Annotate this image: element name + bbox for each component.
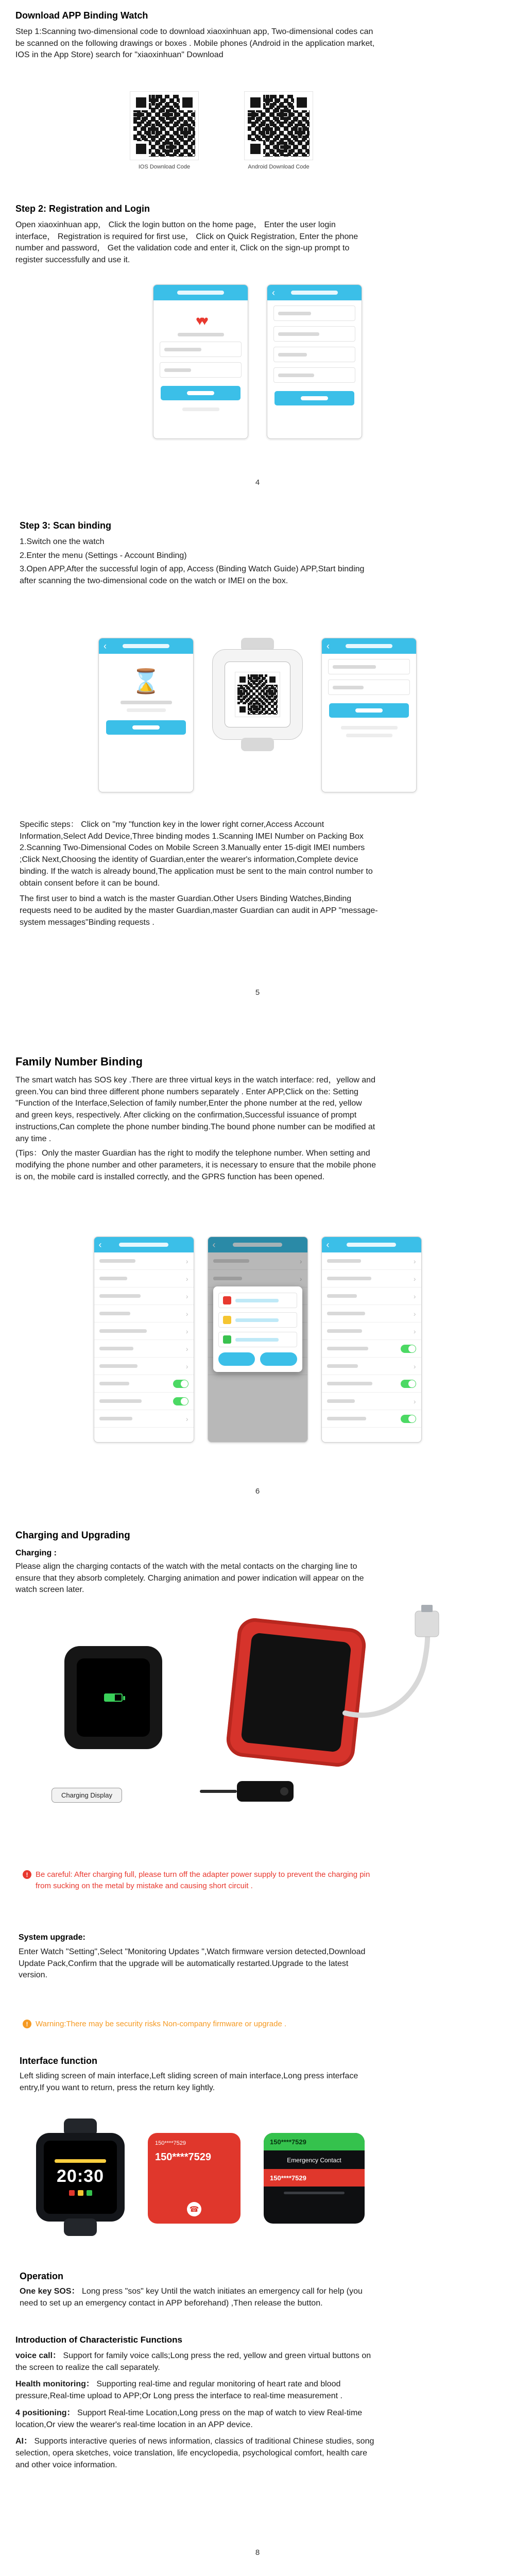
section-scan-binding (20, 520, 500, 587)
upgrade-label: System upgrade: (19, 1933, 85, 1942)
settings-row: › (208, 1252, 307, 1270)
family-number-modal (213, 1286, 302, 1372)
toggle-switch (401, 1345, 416, 1353)
charging-warning-text: Be careful: After charging full, please turn off the adapter power supply to prevent the charging pin from sucking on the metal by mistake and causing short circuit . (36, 1870, 370, 1890)
charging-warning (23, 1869, 373, 1892)
chevron-right-icon: › (185, 1344, 188, 1353)
app-header-bar (322, 638, 416, 654)
step3-title: Step 3: Scan binding (20, 520, 112, 531)
screenshot-app-register (267, 284, 362, 439)
interface-text: Left sliding screen of main interface,Left sliding screen of main interface,Long press interface entry,If you want to return, press the return key lightly. (20, 2072, 358, 2092)
watch-case (36, 2133, 125, 2222)
section-family-number (15, 1055, 500, 1183)
toggle-switch (173, 1380, 188, 1388)
section-system-upgrade (19, 1933, 500, 1981)
settings-row (94, 1410, 194, 1428)
placeholder-line (341, 726, 398, 730)
section-charging-upgrading (15, 1530, 500, 1596)
usb-plug-icon (421, 1605, 433, 1612)
settings-row (94, 1305, 194, 1323)
page-number: 5 (255, 988, 260, 997)
functions-title: Introduction of Characteristic Functions (15, 2335, 182, 2345)
first-user-text: The first user to bind a watch is the master Guardian.Other Users Binding Watches,Binding requests need to be audited by the master Guardian,master Guardian can audit in APP "message-system messages"Binding requests . (20, 894, 378, 927)
form-field-mock (328, 680, 410, 695)
watch-screen (225, 662, 290, 727)
toggle-switch (401, 1415, 416, 1423)
usb-cable-graphic (340, 1605, 464, 1770)
ios-qr-figure (130, 92, 198, 170)
app-header-bar (94, 1237, 194, 1252)
status-icons (69, 2190, 92, 2196)
watch-call-screen (148, 2133, 241, 2224)
green-contact-band: 150****7529 (264, 2133, 365, 2150)
watch-strap (64, 2218, 97, 2236)
red-key-icon (69, 2190, 75, 2196)
android-qr-figure (245, 92, 313, 170)
download-title: Download APP Binding Watch (15, 10, 148, 21)
chevron-right-icon: › (185, 1327, 188, 1335)
watch-screen (241, 1632, 351, 1752)
section-characteristic-functions (15, 2335, 500, 2471)
sos-text (20, 2286, 380, 2309)
form-field-mock (273, 367, 355, 383)
app-header-bar (267, 285, 362, 300)
caller-number-large: 150****7529 (155, 2151, 211, 2163)
emergency-contact-label: Emergency Contact (287, 2157, 341, 2164)
function-voice-call (15, 2350, 376, 2374)
upgrade-warning (23, 2019, 435, 2030)
function-body: Supporting real-time and regular monitoring of heart rate and blood pressure,Real-time upload to APP;Or Long press the interface to real-time measurement . (15, 2380, 342, 2401)
interface-screens-row (36, 2119, 365, 2236)
black-watch-graphic (64, 1646, 162, 1749)
form-field-mock (273, 306, 355, 321)
toggle-switch (173, 1397, 188, 1405)
yellow-key-icon (78, 2190, 83, 2196)
function-label: Health monitoring： (15, 2380, 94, 2389)
screenshot-family-number-dialog (208, 1236, 308, 1443)
watch-home-screen (36, 2119, 125, 2236)
settings-row: › (322, 1252, 421, 1270)
sos-body: Long press "sos" key Until the watch initiates an emergency call for help (you need to set up an emergency contact in APP beforehand) ,Then release the button. (20, 2287, 363, 2308)
function-ai (15, 2436, 376, 2471)
screenshot-scan-screen (98, 638, 194, 792)
function-label: voice call： (15, 2351, 61, 2360)
caller-number-small: 150****7529 (155, 2140, 186, 2146)
step2-text: Open xiaoxinhuan app， Click the login button on the home page， Enter the user login interface， Registration is required for first use， Click on Quick Registration, Enter the phone number and password， Get the validation code and enter it, Click on the sign-up prompt to register successfully and use it. (15, 221, 358, 265)
settings-row (94, 1323, 194, 1340)
chevron-right-icon: › (185, 1292, 188, 1300)
form-field-mock (273, 326, 355, 342)
warning-icon: ! (23, 1870, 31, 1879)
back-arrow-icon: ‹ (212, 1240, 216, 1250)
app-header-bar (153, 285, 248, 300)
cancel-button-mock (218, 1352, 255, 1366)
charging-title: Charging and Upgrading (15, 1530, 130, 1541)
family-binding-title: Family Number Binding (15, 1055, 143, 1068)
interface-title: Interface function (20, 2056, 98, 2066)
phone-icon: ☎ (187, 2202, 201, 2216)
screenshot-settings-toggles (321, 1236, 422, 1443)
form-field-mock (328, 659, 410, 674)
step3-item: 3.Open APP,After the successful login of app, Access (Binding Watch Guide) APP,Start binding after scanning the two-dimensional code on the watch or IMEI on the box. (20, 565, 365, 586)
toggle-switch (401, 1380, 416, 1388)
settings-row (94, 1340, 194, 1358)
charging-label: Charging : (15, 1549, 57, 1557)
settings-row (94, 1358, 194, 1375)
step3-item: 2.Enter the menu (Settings - Account Binding) (20, 551, 187, 560)
specific-steps-text: Specific steps： Click on "my "function key in the lower right corner,Access Account Information,Select Add Device,Three binding modes 1.Scanning IMEI Number on Packing Box 2.Scanning Two-Dimensional Codes on Mobile Screen 3.Manually enter 15-digit IMEI numbers ;Click Next,Choosing the identity of Guardian,enter the wearer's information,Complete device binding. If the watch is already bound,The application must be sent to the main control number to obtain consent before it can be bound. (20, 820, 373, 888)
charging-graphics (15, 1615, 500, 1842)
binding-screenshots-row (15, 638, 500, 792)
placeholder-line (182, 408, 219, 411)
heart-logo-icon: ♥♥ (196, 313, 205, 328)
watch-emergency-contact-screen (264, 2133, 365, 2224)
chevron-right-icon: › (185, 1274, 188, 1283)
settings-row: › (322, 1287, 421, 1305)
red-contact-band: 150****7529 (264, 2169, 365, 2187)
family-binding-text: The smart watch has SOS key .There are three virtual keys in the watch interface: red，yellow and green.You can bind three different phone numbers separately . Enter APP,Click on the: Setting "Function of the Interface,Selection of family number,Enter the phone number at the red, yellow and green keys, respectively. After clicking on the confirmation,Successful issuance of prompt instructions,Can complete the phone number binding.The bound phone number can be modified at any time . (15, 1076, 375, 1143)
back-arrow-icon: ‹ (327, 641, 330, 651)
green-key-icon (87, 2190, 92, 2196)
upgrade-text: Enter Watch "Setting",Select "Monitoring Updates ",Watch firmware version detected,Download Update Pack,Confirm that the upgrade will be automatically restarted.Upgrade to the latest version. (19, 1947, 366, 1980)
page-number: 8 (255, 2548, 260, 2557)
confirm-button-mock (260, 1352, 297, 1366)
section-operation (20, 2271, 500, 2309)
android-qr-caption: Android Download Code (248, 164, 310, 170)
app-header-bar (99, 638, 193, 654)
placeholder-line (284, 2192, 345, 2194)
settings-row (94, 1375, 194, 1393)
settings-row (322, 1410, 421, 1428)
section-specific-steps (20, 819, 500, 928)
watch-strap (241, 738, 274, 751)
chevron-right-icon: › (185, 1362, 188, 1370)
charging-display-caption: Charging Display (52, 1788, 122, 1803)
chevron-right-icon: › (185, 1309, 188, 1318)
section-interface-function (20, 2056, 500, 2094)
form-field-mock (273, 347, 355, 362)
watch-screen (44, 2141, 117, 2214)
settings-row: › (322, 1323, 421, 1340)
settings-row (322, 1340, 421, 1358)
ios-qr-caption: IOS Download Code (138, 164, 191, 170)
screenshot-watch-qr (212, 638, 303, 751)
warning-icon: ! (23, 2020, 31, 2028)
placeholder-line (346, 734, 392, 737)
red-key-icon (223, 1296, 231, 1304)
date-bar (55, 2159, 106, 2163)
sos-label: One key SOS： (20, 2287, 80, 2296)
back-arrow-icon: ‹ (98, 1240, 102, 1250)
login-button-mock (161, 386, 241, 400)
chevron-right-icon: › (185, 1257, 188, 1265)
family-binding-tips: (Tips：Only the master Guardian has the right to modify the telephone number. When setting and modifying the phone number and other parameters, it is necessary to ensure that the mobile phone is on, the mobile card is installed correctly, and the GPRS function has been opened. (15, 1149, 376, 1181)
function-body: Supports interactive queries of news information, classics of traditional Chinese studies, song selection, opera sketches, voice translation, life encyclopedia, psychological comfort, health care and other voice information. (15, 2437, 374, 2469)
qr-codes-row (15, 92, 500, 170)
android-qr-code (245, 92, 313, 160)
charging-text: Please align the charging contacts of the watch with the metal contacts on the charging line to ensure that they absorb completely. Charging animation and power indication will appear on the watch screen later. (15, 1562, 364, 1595)
function-body: Support for family voice calls;Long press the red, yellow and green virtual buttons on the screen to realize the call separately. (15, 2351, 371, 2372)
watch-qr-code (235, 672, 280, 717)
register-button-mock (274, 391, 354, 405)
back-arrow-icon: ‹ (272, 287, 275, 298)
settings-row (94, 1252, 194, 1270)
back-arrow-icon: ‹ (104, 641, 107, 651)
watch-screen (77, 1658, 150, 1737)
green-number-field (218, 1332, 297, 1347)
page-number: 6 (255, 1487, 260, 1496)
watch-case (212, 649, 303, 740)
operation-title: Operation (20, 2271, 64, 2281)
placeholder-line (121, 701, 172, 704)
screenshot-bind-form (321, 638, 417, 792)
function-positioning (15, 2408, 376, 2431)
green-key-icon (223, 1335, 231, 1344)
battery-icon (104, 1693, 123, 1702)
settings-row: › (322, 1305, 421, 1323)
section-download-app (15, 10, 500, 61)
yellow-key-icon (223, 1316, 231, 1324)
charging-clip-graphic (237, 1781, 294, 1802)
step1-text: Step 1:Scanning two-dimensional code to download xiaoxinhuan app, Two-dimensional codes can be scanned on the following drawings or boxes . Mobile phones (Android in the application market, IOS in the App Store) search for "xiaoxinhuan" Download (15, 27, 375, 60)
app-header-bar (322, 1237, 421, 1252)
function-body: Support Real-time Location,Long press on the map of watch to view Real-time location,Or view the wearer's real-time location in an APP device. (15, 2408, 363, 2429)
settings-row (94, 1287, 194, 1305)
step3-item: 1.Switch one the watch (20, 537, 105, 546)
section-registration-login (15, 204, 500, 266)
settings-row (94, 1270, 194, 1287)
screenshot-settings-list (94, 1236, 194, 1443)
page-number: 4 (255, 478, 260, 487)
settings-row: › (208, 1270, 307, 1287)
login-screenshots-row (15, 284, 500, 439)
function-label: 4 positioning： (15, 2408, 75, 2417)
step2-title: Step 2: Registration and Login (15, 204, 150, 214)
function-health-monitoring (15, 2379, 376, 2402)
hourglass-icon: ⌛ (131, 668, 161, 694)
phone-input-mock (160, 342, 242, 357)
settings-screenshots-row (15, 1236, 500, 1443)
ios-qr-code (130, 92, 198, 160)
red-number-field (218, 1293, 297, 1308)
yellow-number-field (218, 1312, 297, 1328)
screenshot-app-login (153, 284, 248, 439)
settings-row: › (322, 1393, 421, 1410)
scan-button-mock (106, 720, 186, 735)
settings-row (94, 1393, 194, 1410)
chevron-right-icon: › (185, 1414, 188, 1423)
placeholder-line (178, 333, 224, 336)
placeholder-line (127, 708, 166, 712)
settings-row (322, 1375, 421, 1393)
function-label: AI： (15, 2437, 32, 2446)
upgrade-warning-text: Warning:There may be security risks Non-company firmware or upgrade . (36, 2020, 287, 2028)
settings-row: › (322, 1270, 421, 1287)
next-button-mock (329, 703, 409, 718)
watch-time: 20:30 (57, 2166, 104, 2186)
settings-row: › (322, 1358, 421, 1375)
back-arrow-icon: ‹ (326, 1240, 330, 1250)
password-input-mock (160, 362, 242, 378)
